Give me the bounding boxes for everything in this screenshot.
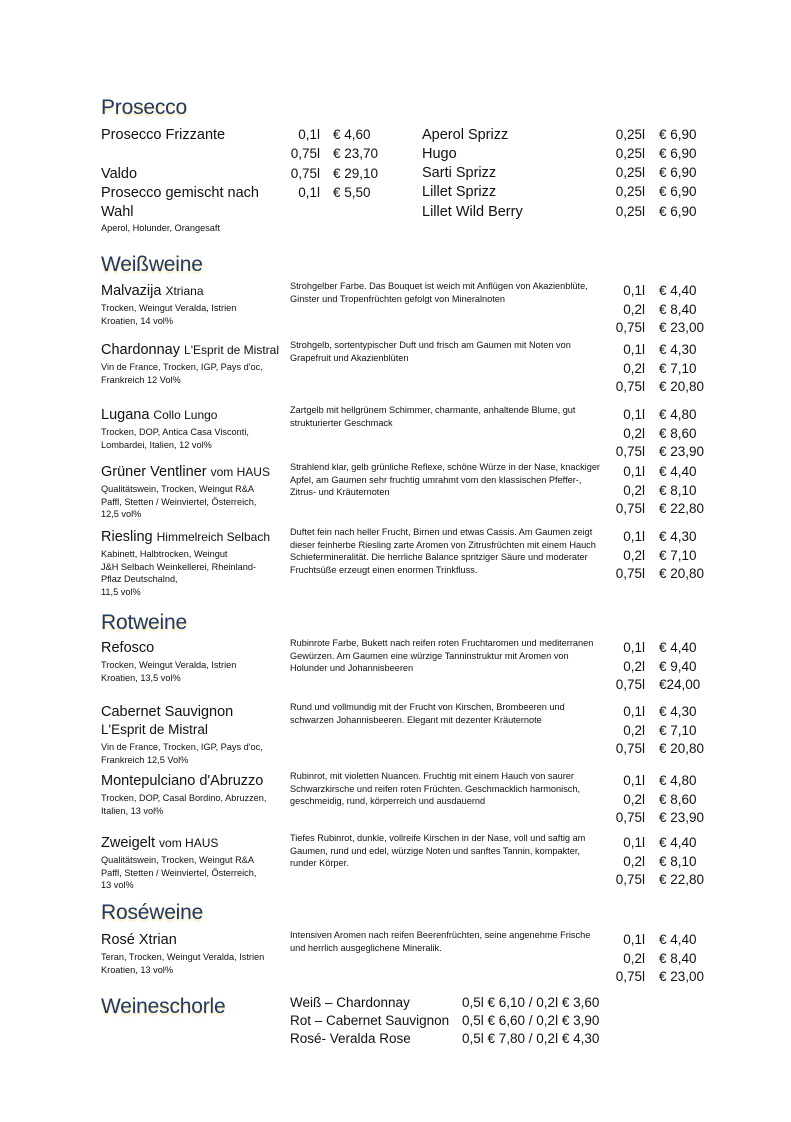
wine-name-line	[101, 407, 217, 423]
wine-description: Strohgelb, sortentypischer Duft und frisch am Gaumen mit Noten von Grapefruit und Akazienblüten	[290, 340, 571, 363]
wine-subname: Collo Lungo	[153, 408, 218, 422]
wine-price: € 22,80	[659, 501, 705, 517]
wine-price: € 20,80	[659, 379, 705, 395]
wine-price: € 23,90	[659, 810, 705, 826]
item-volume: 0,25l	[615, 204, 645, 219]
wine-price: € 8,10	[659, 853, 697, 869]
wine-detail: Vin de France, Trocken, IGP, Pays d'oc,	[101, 362, 263, 372]
wine-price: € 20,80	[659, 566, 705, 582]
wine-name-line	[101, 640, 154, 656]
item-price: € 6,90	[659, 184, 697, 199]
wine-volume: 0,75l	[615, 969, 645, 985]
wine-name: Refosco	[101, 640, 155, 656]
wine-price: € 8,10	[659, 482, 697, 498]
item-name: Lillet Wild Berry	[422, 204, 523, 220]
wine-volume: 0,1l	[623, 407, 645, 422]
wine-price: € 22,80	[659, 872, 705, 888]
wine-detail: Kroatien, 13 vol%	[101, 964, 174, 975]
wine-detail: Frankreich 12,5 Vol%	[101, 754, 189, 765]
wine-volume: 0,1l	[623, 342, 645, 357]
item-volume: 0,75l	[290, 166, 320, 181]
section-title-rotweine: Rotweine	[101, 611, 187, 634]
wine-description: Strohgelber Farbe. Das Bouquet ist weich mit Anflügen von Akazienblüte, Ginster und Tropenfrüchten gefolgt von Mineralnoten	[290, 281, 588, 304]
wine-detail: Lombardei, Italien, 12 vol%	[101, 439, 212, 450]
wine-description: Rubinrote Farbe, Bukett nach reifen roten Fruchtaromen und mediterranen Gewürzen. Am Gaumen eine würzige Tanninstruktur mit Aromen von Holunder und Johannisbeeren	[290, 638, 594, 674]
wine-detail: Trocken, Weingut Veralda, Istrien	[101, 303, 237, 313]
section-title-roseweine: Roséweine	[101, 901, 204, 924]
wine-volume: 0,75l	[615, 320, 645, 336]
wine-detail: Kroatien, 14 vol%	[101, 315, 174, 326]
wine-volume: 0,2l	[623, 950, 645, 966]
item-volume: 0,25l	[615, 127, 645, 142]
wine-volume: 0,1l	[623, 932, 645, 947]
wine-description: Rund und vollmundig mit der Frucht von Kirschen, Brombeeren und schwarzen Johannisbeeren. Elegant mit dezenter Kräuternote	[290, 702, 565, 725]
wine-volume: 0,1l	[623, 704, 645, 719]
wine-volume: 0,1l	[623, 835, 645, 850]
wine-detail: J&H Selbach Weinkellerei, Rheinland-	[101, 561, 257, 572]
wine-name: Grüner Ventliner	[101, 464, 207, 480]
wine-name: Zweigelt	[101, 835, 155, 851]
item-price: € 5,50	[333, 185, 371, 200]
item-name: Valdo	[101, 166, 138, 182]
wine-name-line	[101, 704, 233, 720]
wine-price: € 9,40	[659, 658, 697, 674]
item-volume: 0,1l	[298, 185, 320, 200]
item-name: Sarti Sprizz	[422, 165, 497, 181]
wine-price: € 4,80	[659, 407, 697, 422]
wine-description: Rubinrot, mit violetten Nuancen. Fruchtig mit einem Hauch von saurer Schwarzkirsche und reifen roten Früchten. Geschmacklich harmonisch, geschmeidig, rund, körperreich und ausdauernd	[290, 771, 581, 807]
wine-description: Zartgelb mit hellgrünem Schimmer, charmante, anhaltende Blume, gut strukturierter Geschmack	[290, 405, 576, 428]
item-name: Lillet Sprizz	[422, 184, 497, 200]
wine-subname: L'Esprit de Mistral	[101, 722, 208, 737]
wine-name-line	[101, 835, 218, 851]
wine-volume: 0,2l	[623, 791, 645, 807]
item-price: € 4,60	[333, 127, 371, 142]
wine-volume: 0,75l	[615, 501, 645, 517]
wine-name-line	[101, 773, 263, 789]
item-price: € 29,10	[333, 166, 379, 181]
wine-price: € 4,40	[659, 835, 697, 850]
wine-name: Rosé Xtrian	[101, 932, 177, 948]
item-volume: 0,75l	[290, 146, 320, 161]
wine-volume: 0,1l	[623, 773, 645, 788]
wine-volume: 0,2l	[623, 722, 645, 738]
item-volume: 0,25l	[615, 184, 645, 199]
schorle-name: Rot – Cabernet Sauvignon	[290, 1013, 450, 1028]
wine-detail: Trocken, DOP, Casal Bordino, Abruzzen,	[101, 793, 267, 803]
wine-name: Chardonnay	[101, 342, 180, 358]
wine-detail: Qualitätswein, Trocken, Weingut R&A	[101, 484, 255, 494]
wine-volume: 0,2l	[623, 360, 645, 376]
item-volume: 0,25l	[615, 146, 645, 161]
wine-price: € 4,30	[659, 704, 697, 719]
wine-name-line	[101, 464, 270, 480]
item-volume: 0,25l	[615, 165, 645, 180]
wine-price: € 4,40	[659, 464, 697, 479]
wine-subname: Himmelreich Selbach	[156, 530, 270, 544]
wine-price: € 4,40	[659, 640, 697, 655]
schorle-price: 0,5l € 7,80 / 0,2l € 4,30	[462, 1031, 600, 1046]
section-title-weineschorle: Weineschorle	[101, 995, 226, 1018]
wine-detail: 11,5 vol%	[101, 586, 141, 597]
wine-detail: Kabinett, Halbtrocken, Weingut	[101, 549, 228, 559]
wine-volume: 0,1l	[623, 529, 645, 544]
wine-price: € 7,10	[659, 722, 697, 738]
wine-price: € 23,00	[659, 320, 705, 336]
wine-price: € 8,60	[659, 791, 697, 807]
item-name: Hugo	[422, 146, 457, 162]
wine-name-line	[101, 283, 204, 299]
wine-description: Tiefes Rubinrot, dunkle, vollreife Kirschen in der Nase, voll und saftig am Gaumen, rund und edel, würzige Noten und sanftes Tannin, kompakter, runder Körper.	[290, 833, 586, 869]
wine-detail: Italien, 13 vol%	[101, 805, 164, 816]
wine-name: Lugana	[101, 407, 150, 423]
wine-price: € 8,60	[659, 425, 697, 441]
schorle-price: 0,5l € 6,60 / 0,2l € 3,90	[462, 1013, 600, 1028]
wine-volume: 0,1l	[623, 464, 645, 479]
wine-price: € 4,30	[659, 529, 697, 544]
wine-price: € 23,90	[659, 444, 705, 460]
wine-price: € 8,40	[659, 950, 697, 966]
section-title-weissweine: Weißweine	[101, 253, 203, 276]
item-name: Prosecco Frizzante	[101, 127, 226, 143]
item-price: € 23,70	[333, 146, 379, 161]
wine-price: €24,00	[659, 677, 701, 693]
schorle-price: 0,5l € 6,10 / 0,2l € 3,60	[462, 995, 600, 1010]
wine-subname: vom HAUS	[210, 465, 270, 479]
wine-volume: 0,1l	[623, 640, 645, 655]
wine-name: Riesling	[101, 529, 153, 545]
wine-volume: 0,75l	[615, 810, 645, 826]
item-name: Aperol Sprizz	[422, 127, 509, 143]
wine-price: € 4,30	[659, 342, 697, 357]
wine-volume: 0,75l	[615, 379, 645, 395]
wine-volume: 0,2l	[623, 658, 645, 674]
wine-detail: Kroatien, 13,5 vol%	[101, 672, 181, 683]
wine-price: € 7,10	[659, 547, 697, 563]
wine-volume: 0,1l	[623, 283, 645, 298]
item-price: € 6,90	[659, 127, 697, 142]
wine-price: € 20,80	[659, 741, 705, 757]
wine-detail: Pflaz Deutschalnd,	[101, 574, 178, 584]
wine-subname: L'Esprit de Mistral	[184, 343, 280, 357]
item-name-cont: Wahl	[101, 204, 134, 220]
wine-volume: 0,2l	[623, 425, 645, 441]
wine-price: € 8,40	[659, 301, 697, 317]
wine-detail: Vin de France, Trocken, IGP, Pays d'oc,	[101, 742, 263, 752]
wine-subname: vom HAUS	[159, 836, 219, 850]
wine-volume: 0,2l	[623, 301, 645, 317]
wine-price: € 4,40	[659, 283, 697, 298]
wine-detail: Qualitätswein, Trocken, Weingut R&A	[101, 855, 255, 865]
wine-volume: 0,75l	[615, 741, 645, 757]
wine-volume: 0,75l	[615, 444, 645, 460]
wine-detail: Paffl, Stetten / Weinviertel, Österreich,	[101, 867, 257, 878]
wine-volume: 0,2l	[623, 853, 645, 869]
wine-volume: 0,2l	[623, 482, 645, 498]
item-note: Aperol, Holunder, Orangesaft	[101, 223, 220, 233]
wine-detail: Frankreich 12 Vol%	[101, 374, 181, 385]
wine-detail: Teran, Trocken, Weingut Veralda, Istrien	[101, 952, 265, 962]
wine-volume: 0,75l	[615, 566, 645, 582]
item-price: € 6,90	[659, 146, 697, 161]
wine-detail: Trocken, DOP, Antica Casa Visconti,	[101, 427, 249, 437]
wine-detail: 13 vol%	[101, 880, 134, 890]
item-price: € 6,90	[659, 204, 697, 219]
wine-volume: 0,2l	[623, 547, 645, 563]
wine-subname: Xtriana	[165, 284, 204, 298]
schorle-name: Weiß – Chardonnay	[290, 995, 410, 1010]
wine-detail: Trocken, Weingut Veralda, Istrien	[101, 660, 237, 670]
wine-description: Duftet fein nach heller Frucht, Birnen und etwas Cassis. Am Gaumen zeigt dieser feinherbe Riesling zarte Aromen von Zitrusfrüchten mit einem Hauch Schiefermineralität. Die herrliche Balance spritziger Säure und moderater Fruchtsüße erzeugt einen enormen Trinkfluss.	[290, 527, 596, 575]
item-name: Prosecco gemischt nach	[101, 185, 259, 201]
wine-price: € 7,10	[659, 360, 697, 376]
wine-name-line	[101, 342, 279, 358]
wine-name: Cabernet Sauvignon	[101, 704, 234, 720]
wine-name: Montepulciano d'Abruzzo	[101, 773, 264, 789]
wine-volume: 0,75l	[615, 872, 645, 888]
wine-name-line	[101, 529, 270, 545]
item-price: € 6,90	[659, 165, 697, 180]
wine-detail: 12,5 vol%	[101, 509, 142, 519]
wine-description: Strahlend klar, gelb grünliche Reflexe, schöne Würze in der Nase, knackiger Apfel, am Gaumen sehr fruchtig umrahmt vom den klassischen Pfeffer-, Zitrus- und Kräuternoten	[290, 462, 600, 498]
wine-detail: Paffl, Stetten / Weinviertel, Österreich,	[101, 496, 257, 507]
item-volume: 0,1l	[298, 127, 320, 142]
wine-price: € 4,80	[659, 773, 697, 788]
schorle-name: Rosé- Veralda Rose	[290, 1031, 411, 1046]
wine-name: Malvazija	[101, 283, 162, 299]
wine-description: Intensiven Aromen nach reifen Beerenfrüchten, seine angenehme Frische und herrlich ausgeglichene Mineralik.	[290, 930, 591, 953]
wine-price: € 4,40	[659, 932, 697, 947]
section-title-prosecco: Prosecco	[101, 96, 187, 119]
wine-volume: 0,75l	[615, 677, 645, 693]
wine-name-line	[101, 932, 177, 948]
wine-price: € 23,00	[659, 969, 705, 985]
